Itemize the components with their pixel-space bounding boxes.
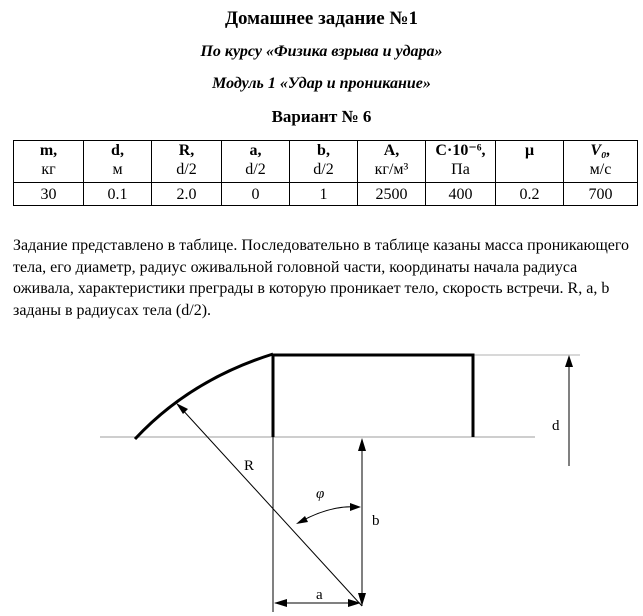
course-line: По курсу «Физика взрыва и удара» xyxy=(200,43,443,60)
label-d: d xyxy=(552,418,560,434)
label-b: b xyxy=(372,513,380,529)
header-cell-d: d, м xyxy=(84,141,152,183)
phi-arrowhead-right xyxy=(350,503,361,511)
header-cell-v0: V₀, м/с xyxy=(564,141,638,183)
phi-angle-arc xyxy=(300,507,358,522)
value-cell-b: 1 xyxy=(290,183,358,206)
value-cell-c: 400 xyxy=(426,183,496,206)
header-cell-big-a: A, кг/м³ xyxy=(358,141,426,183)
b-arrowhead-top xyxy=(358,438,366,451)
label-phi: φ xyxy=(316,486,325,502)
header-cell-m: m, кг xyxy=(14,141,84,183)
a-arrowhead-right xyxy=(348,599,361,607)
value-cell-v0: 700 xyxy=(564,183,638,206)
body-outline xyxy=(273,355,473,437)
value-cell-big-a: 2500 xyxy=(358,183,426,206)
module-line: Модуль 1 «Удар и проникание» xyxy=(212,75,431,92)
value-cell-mu: 0.2 xyxy=(496,183,564,206)
value-cell-a: 0 xyxy=(222,183,290,206)
header-cell-mu: μ xyxy=(496,141,564,183)
radius-arrowhead xyxy=(176,403,188,414)
header-cell-a: a, d/2 xyxy=(222,141,290,183)
header-cell-b: b, d/2 xyxy=(290,141,358,183)
header-cell-c: C·10⁻⁶, Па xyxy=(426,141,496,183)
header-cell-r: R, d/2 xyxy=(152,141,222,183)
value-cell-d: 0.1 xyxy=(84,183,152,206)
b-arrowhead-bottom xyxy=(358,593,366,606)
d-arrowhead xyxy=(565,355,573,367)
document-title: Домашнее задание №1 xyxy=(224,8,419,29)
a-arrowhead-left xyxy=(274,599,287,607)
description-paragraph: Задание представлено в таблице. Последовательно в таблице казаны масса проникающего тела, его диаметр, радиус оживальной головной части, координаты начала радиуса оживала, характеристики преграды в которую проникает тело, скорость встречи. R, a, b заданы в радиусах тела (d/2). xyxy=(13,237,630,319)
ogive-head-arc xyxy=(135,354,273,439)
phi-arrowhead-left xyxy=(296,516,308,524)
value-cell-m: 30 xyxy=(14,183,84,206)
variant-line: Вариант № 6 xyxy=(271,107,372,126)
label-r: R xyxy=(244,458,255,474)
label-a: a xyxy=(316,587,323,603)
value-cell-r: 2.0 xyxy=(152,183,222,206)
